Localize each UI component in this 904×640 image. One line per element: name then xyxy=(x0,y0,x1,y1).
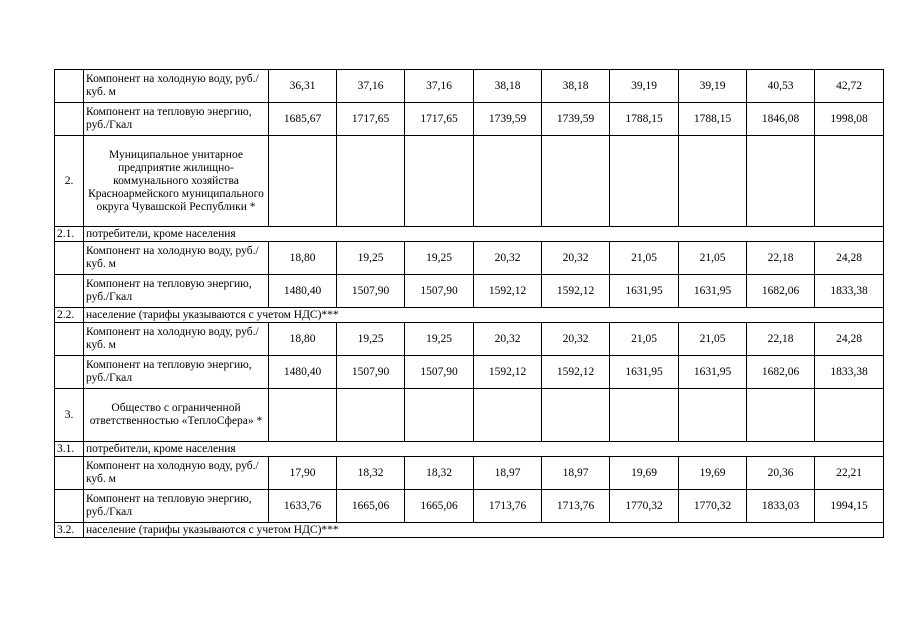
tariff-value: 39,19 xyxy=(610,70,679,103)
tariff-value: 1592,12 xyxy=(542,356,610,389)
component-label: Компонент на тепловую энергию, руб./Гкал xyxy=(84,103,269,136)
consumer-group-label: население (тарифы указываются с учетом НДС)*** xyxy=(84,308,884,323)
organization-name: Общество с ограниченной ответственностью «ТеплоСфера» * xyxy=(84,389,269,442)
tariff-value: 22,21 xyxy=(815,457,884,490)
empty-value-cell xyxy=(405,389,474,442)
tariff-value: 21,05 xyxy=(679,323,747,356)
tariff-row xyxy=(55,490,884,523)
tariff-value: 1480,40 xyxy=(269,356,337,389)
tariff-value: 20,32 xyxy=(542,323,610,356)
tariff-value: 1770,32 xyxy=(679,490,747,523)
empty-value-cell xyxy=(747,136,815,227)
consumer-group-label: население (тарифы указываются с учетом НДС)*** xyxy=(84,523,884,538)
empty-value-cell xyxy=(679,389,747,442)
tariff-value: 24,28 xyxy=(815,323,884,356)
tariff-value: 1507,90 xyxy=(405,275,474,308)
tariff-value: 1631,95 xyxy=(610,275,679,308)
tariff-value: 1665,06 xyxy=(337,490,405,523)
empty-value-cell xyxy=(337,136,405,227)
row-index: 3.2. xyxy=(55,523,84,538)
tariff-value: 1846,08 xyxy=(747,103,815,136)
empty-value-cell xyxy=(269,136,337,227)
consumer-group-row xyxy=(55,227,884,242)
tariff-value: 21,05 xyxy=(610,242,679,275)
empty-value-cell xyxy=(405,136,474,227)
tariff-row xyxy=(55,457,884,490)
row-index-cell xyxy=(55,490,84,523)
tariff-value: 18,80 xyxy=(269,242,337,275)
tariff-value: 1592,12 xyxy=(474,275,542,308)
component-label: Компонент на холодную воду, руб./куб. м xyxy=(84,323,269,356)
tariff-row xyxy=(55,275,884,308)
tariff-value: 36,31 xyxy=(269,70,337,103)
tariff-value: 1833,38 xyxy=(815,275,884,308)
empty-value-cell xyxy=(269,389,337,442)
tariff-value: 19,25 xyxy=(405,323,474,356)
tariff-value: 19,69 xyxy=(610,457,679,490)
tariff-value: 1633,76 xyxy=(269,490,337,523)
tariff-value: 37,16 xyxy=(405,70,474,103)
tariff-value: 1788,15 xyxy=(679,103,747,136)
tariff-value: 1788,15 xyxy=(610,103,679,136)
tariff-value: 19,25 xyxy=(337,242,405,275)
tariff-value: 1713,76 xyxy=(542,490,610,523)
tariff-value: 1994,15 xyxy=(815,490,884,523)
tariff-value: 18,32 xyxy=(337,457,405,490)
row-index-cell xyxy=(55,356,84,389)
tariff-row xyxy=(55,70,884,103)
tariff-value: 18,32 xyxy=(405,457,474,490)
component-label: Компонент на холодную воду, руб./куб. м xyxy=(84,457,269,490)
tariff-value: 1770,32 xyxy=(610,490,679,523)
row-index-cell xyxy=(55,275,84,308)
empty-value-cell xyxy=(337,389,405,442)
tariff-value: 19,25 xyxy=(337,323,405,356)
row-index: 2.2. xyxy=(55,308,84,323)
empty-value-cell xyxy=(815,389,884,442)
tariff-value: 1717,65 xyxy=(337,103,405,136)
tariff-table-body xyxy=(55,70,884,538)
component-label: Компонент на холодную воду, руб./куб. м xyxy=(84,242,269,275)
tariff-value: 40,53 xyxy=(747,70,815,103)
tariff-value: 1507,90 xyxy=(337,275,405,308)
tariff-value: 1833,03 xyxy=(747,490,815,523)
tariff-value: 20,32 xyxy=(542,242,610,275)
tariff-value: 1739,59 xyxy=(542,103,610,136)
row-index-cell xyxy=(55,323,84,356)
component-label: Компонент на тепловую энергию, руб./Гкал xyxy=(84,490,269,523)
consumer-group-row xyxy=(55,308,884,323)
consumer-group-row xyxy=(55,523,884,538)
tariff-value: 1592,12 xyxy=(542,275,610,308)
empty-value-cell xyxy=(474,389,542,442)
row-index: 2.1. xyxy=(55,227,84,242)
tariff-value: 1665,06 xyxy=(405,490,474,523)
tariff-value: 1631,95 xyxy=(679,275,747,308)
tariff-value: 18,97 xyxy=(474,457,542,490)
component-label: Компонент на тепловую энергию, руб./Гкал xyxy=(84,275,269,308)
tariff-row xyxy=(55,242,884,275)
tariff-value: 39,19 xyxy=(679,70,747,103)
tariff-value: 1713,76 xyxy=(474,490,542,523)
tariff-value: 20,36 xyxy=(747,457,815,490)
tariff-value: 1682,06 xyxy=(747,275,815,308)
empty-value-cell xyxy=(679,136,747,227)
tariff-value: 37,16 xyxy=(337,70,405,103)
tariff-row xyxy=(55,323,884,356)
empty-value-cell xyxy=(542,389,610,442)
tariff-value: 19,69 xyxy=(679,457,747,490)
row-index-cell xyxy=(55,70,84,103)
tariff-value: 1507,90 xyxy=(337,356,405,389)
tariff-value: 17,90 xyxy=(269,457,337,490)
empty-value-cell xyxy=(474,136,542,227)
consumer-group-row xyxy=(55,442,884,457)
tariff-value: 1507,90 xyxy=(405,356,474,389)
tariff-value: 22,18 xyxy=(747,323,815,356)
row-index: 2. xyxy=(55,136,84,227)
tariff-value: 42,72 xyxy=(815,70,884,103)
tariff-value: 1631,95 xyxy=(679,356,747,389)
tariff-value: 1631,95 xyxy=(610,356,679,389)
organization-row xyxy=(55,136,884,227)
row-index-cell xyxy=(55,103,84,136)
tariff-value: 1739,59 xyxy=(474,103,542,136)
tariff-value: 1833,38 xyxy=(815,356,884,389)
tariff-value: 19,25 xyxy=(405,242,474,275)
consumer-group-label: потребители, кроме населения xyxy=(84,442,884,457)
tariff-value: 38,18 xyxy=(542,70,610,103)
tariff-value: 1592,12 xyxy=(474,356,542,389)
empty-value-cell xyxy=(542,136,610,227)
row-index: 3.1. xyxy=(55,442,84,457)
tariff-value: 20,32 xyxy=(474,323,542,356)
tariff-row xyxy=(55,356,884,389)
tariff-value: 1480,40 xyxy=(269,275,337,308)
component-label: Компонент на холодную воду, руб./куб. м xyxy=(84,70,269,103)
tariff-value: 22,18 xyxy=(747,242,815,275)
row-index-cell xyxy=(55,242,84,275)
tariff-value: 1717,65 xyxy=(405,103,474,136)
tariff-value: 1998,08 xyxy=(815,103,884,136)
empty-value-cell xyxy=(610,389,679,442)
empty-value-cell xyxy=(815,136,884,227)
tariff-value: 18,80 xyxy=(269,323,337,356)
organization-row xyxy=(55,389,884,442)
row-index: 3. xyxy=(55,389,84,442)
tariff-row xyxy=(55,103,884,136)
empty-value-cell xyxy=(610,136,679,227)
row-index-cell xyxy=(55,457,84,490)
tariff-value: 21,05 xyxy=(679,242,747,275)
organization-name: Муниципальное унитарное предприятие жилищно-коммунального хозяйства Красноармейского муниципального округа Чувашской Республики * xyxy=(84,136,269,227)
tariff-value: 20,32 xyxy=(474,242,542,275)
component-label: Компонент на тепловую энергию, руб./Гкал xyxy=(84,356,269,389)
consumer-group-label: потребители, кроме населения xyxy=(84,227,884,242)
empty-value-cell xyxy=(747,389,815,442)
tariff-value: 24,28 xyxy=(815,242,884,275)
tariff-value: 1682,06 xyxy=(747,356,815,389)
tariff-value: 38,18 xyxy=(474,70,542,103)
tariff-value: 1685,67 xyxy=(269,103,337,136)
tariff-value: 21,05 xyxy=(610,323,679,356)
tariff-table xyxy=(54,69,884,538)
tariff-value: 18,97 xyxy=(542,457,610,490)
